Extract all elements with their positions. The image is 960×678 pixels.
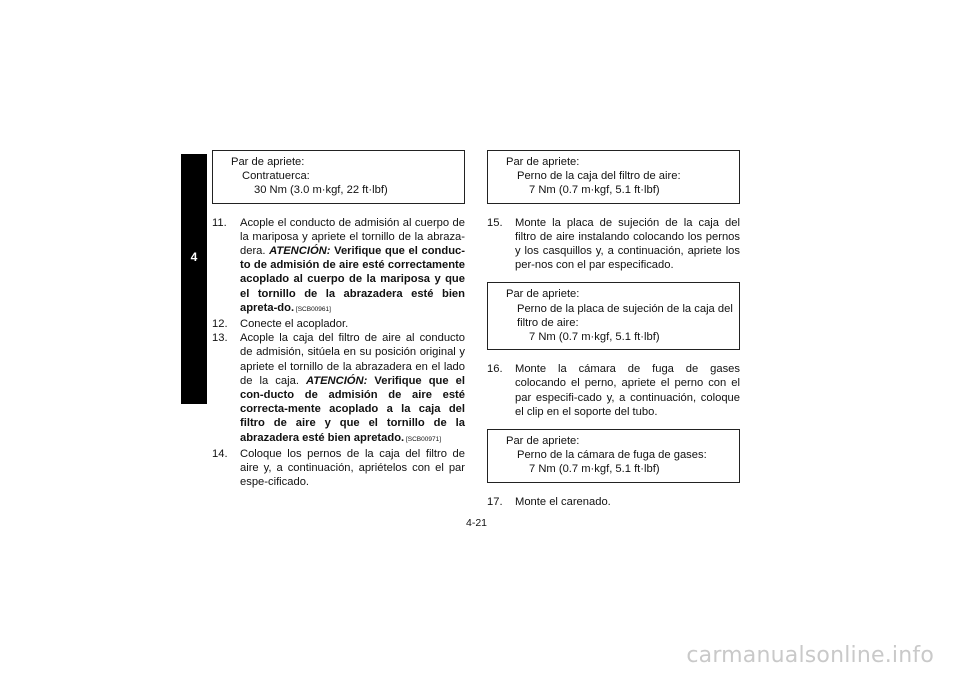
chapter-tab bbox=[181, 154, 207, 404]
step-number: 17. bbox=[487, 495, 503, 508]
spec-part: Perno de la placa de sujeción de la caja del filtro de aire: bbox=[517, 302, 733, 329]
spec-heading: Par de apriete: bbox=[231, 156, 305, 168]
torque-spec-box-bracket-bolt bbox=[487, 282, 740, 350]
step-text: Monte la placa de sujeción de la caja del filtro de aire instalando colocando los pernos y los casquillos y, a continuación, apriete los per-nos con el par especificado. bbox=[515, 216, 740, 272]
right-column bbox=[487, 150, 740, 509]
left-column bbox=[212, 150, 465, 489]
step-number: 12. bbox=[212, 318, 228, 331]
step-16 bbox=[487, 362, 740, 419]
torque-spec-box-breather-bolt bbox=[487, 429, 740, 483]
step-15 bbox=[487, 216, 740, 273]
attention-label: ATENCIÓN: bbox=[269, 245, 331, 258]
step-14 bbox=[212, 447, 465, 490]
reference-code: [SCB00971] bbox=[404, 435, 442, 443]
step-12 bbox=[212, 317, 465, 331]
step-number: 14. bbox=[212, 447, 228, 460]
attention-label: ATENCIÓN: bbox=[306, 374, 368, 387]
step-number: 16. bbox=[487, 363, 503, 376]
spec-heading: Par de apriete: bbox=[506, 288, 580, 301]
step-number: 15. bbox=[487, 216, 503, 229]
step-text: Conecte el acoplador. bbox=[240, 318, 349, 331]
page-number: 4-21 bbox=[466, 517, 488, 529]
spec-value: 30 Nm (3.0 m·kgf, 22 ft·lbf) bbox=[254, 184, 388, 197]
step-number: 13. bbox=[212, 332, 228, 345]
step-17 bbox=[487, 495, 740, 509]
spec-heading: Par de apriete: bbox=[506, 435, 580, 448]
torque-spec-box-air-filter-bolt bbox=[487, 150, 740, 204]
chapter-tab-number: 4 bbox=[190, 250, 198, 264]
attention-text: Verifique que el con-ducto de admisión de aire esté correcta-mente acoplado a la caja del filtro de aire y que el tornillo de la abrazadera esté bien apretado. bbox=[240, 374, 466, 444]
spec-value: 7 Nm (0.7 m·kgf, 5.1 ft·lbf) bbox=[529, 463, 660, 476]
step-text: Acople la caja del filtro de aire al conducto de admisión, sitúela en su posición original y apriete el tornillo de la abrazadera en el lado de la caja. ATENCIÓN: Verifique que el con-ducto de admisión de aire esté correcta-mente acoplado a la caja del filtro de aire y que el tornillo de la abrazadera esté bien apretado. [SCB00971] bbox=[240, 332, 466, 444]
step-text: Coloque los pernos de la caja del filtro de aire y, a continuación, apriételos con el par espe-cificado. bbox=[240, 447, 465, 489]
step-text: Monte el carenado. bbox=[515, 495, 611, 508]
step-11 bbox=[212, 216, 465, 317]
step-13 bbox=[212, 331, 465, 447]
step-number: 11. bbox=[212, 216, 227, 229]
step-text: Monte la cámara de fuga de gases colocando el perno, apriete el perno con el par especifi-cado y, a continuación, coloque el clip en el soporte del tubo. bbox=[515, 363, 740, 418]
torque-spec-box-locknut bbox=[212, 150, 465, 204]
step-text: Acople el conducto de admisión al cuerpo de la mariposa y apriete el tornillo de la abraza-dera. ATENCIÓN: Verifique que el conduc-to de admisión de aire esté correctamente acoplado al cuerpo de la mariposa y que el tornillo de la abrazadera esté bien apreta-do. [SCB00961] bbox=[240, 216, 465, 314]
spec-part: Perno de la caja del filtro de aire: bbox=[517, 170, 681, 183]
spec-part: Perno de la cámara de fuga de gases: bbox=[517, 449, 707, 462]
reference-code: [SCB00961] bbox=[294, 305, 331, 313]
spec-heading: Par de apriete: bbox=[506, 156, 580, 168]
attention-text: Verifique que el conduc-to de admisión de aire esté correctamente acoplado al cuerpo de la mariposa y que el tornillo de la abrazadera esté bien apreta-do. bbox=[240, 245, 465, 314]
spec-value: 7 Nm (0.7 m·kgf, 5.1 ft·lbf) bbox=[529, 184, 660, 197]
watermark: carmanualsonline.info bbox=[686, 643, 934, 668]
spec-value: 7 Nm (0.7 m·kgf, 5.1 ft·lbf) bbox=[529, 331, 660, 344]
spec-part: Contratuerca: bbox=[242, 170, 310, 183]
